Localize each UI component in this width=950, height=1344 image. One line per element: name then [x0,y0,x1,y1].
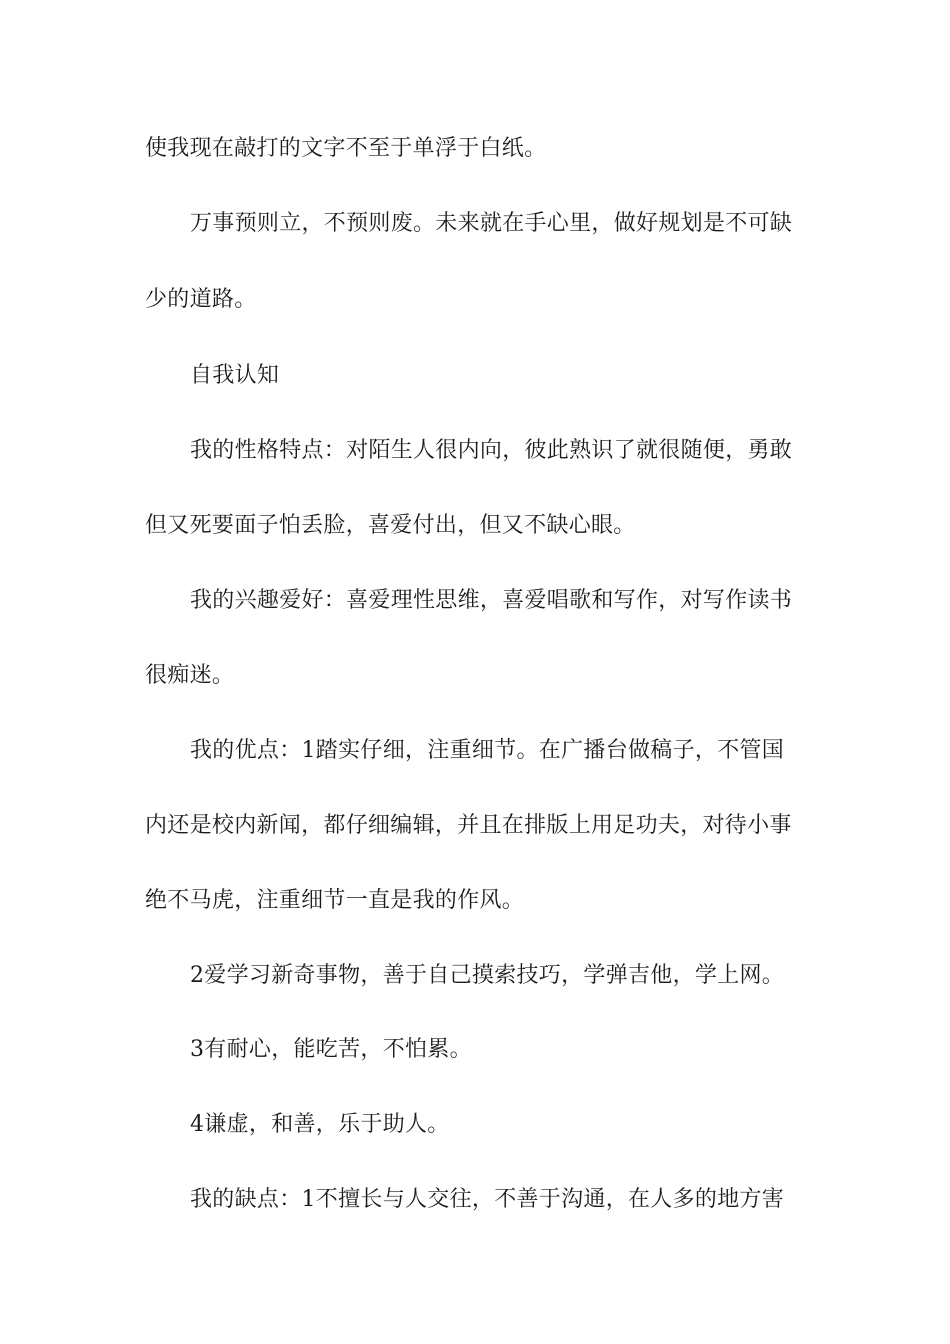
text-line: 使我现在敲打的文字不至于单浮于白纸。 [145,136,547,161]
text-line: 我的优点：1踏实仔细，注重细节。在广播台做稿子，不管国 [190,738,785,763]
text-line: 3有耐心，能吃苦，不怕累。 [190,1037,472,1062]
text-line: 绝不马虎，注重细节一直是我的作风。 [145,888,525,913]
text-line: 我的性格特点：对陌生人很内向，彼此熟识了就很随便，勇敢 [190,438,793,463]
text-line: 万事预则立，不预则废。未来就在手心里，做好规划是不可缺 [190,211,793,236]
text-line: 内还是校内新闻，都仔细编辑，并且在排版上用足功夫，对待小事 [145,813,792,838]
text-line: 但又死要面子怕丢脸，喜爱付出，但又不缺心眼。 [145,513,636,538]
text-line: 我的兴趣爱好：喜爱理性思维，喜爱唱歌和写作，对写作读书 [190,588,793,613]
text-line: 4谦虚，和善，乐于助人。 [190,1112,450,1137]
text-line: 2爱学习新奇事物，善于自己摸索技巧，学弹吉他，学上网。 [190,963,785,988]
text-line: 很痴迷。 [145,663,235,688]
text-line: 少的道路。 [145,287,257,312]
text-line: 我的缺点：1不擅长与人交往，不善于沟通，在人多的地方害 [190,1187,785,1212]
section-heading: 自我认知 [190,363,280,388]
